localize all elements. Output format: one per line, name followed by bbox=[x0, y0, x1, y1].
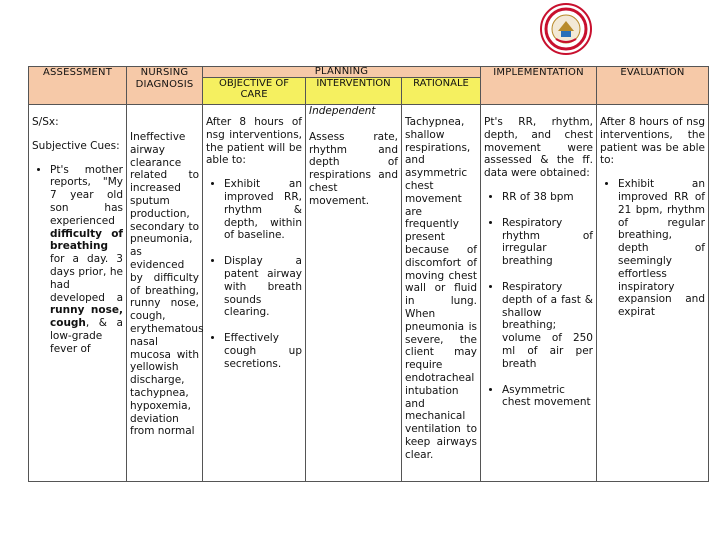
evaluation-item: • Exhibit an improved RR of 21 bpm, rhythm of regular breathing, depth of seemingly effortless inspiratory expansion and expirat bbox=[618, 178, 705, 319]
implementation-item: • Asymmetric chest movement bbox=[502, 384, 593, 410]
intervention-cell bbox=[306, 105, 402, 482]
nursing-diagnosis-text: Ineffective airway clearance related to increased sputum production, secondary to pneumonia, as evidenced by difficulty of breathing, runny nose, cough, erythematous nasal mucosa with yellowish discharge, tachypnea, hypoxemia, deviation from normal bbox=[130, 131, 204, 438]
implementation-intro: Pt's RR, rhythm, depth, and chest movement were assessed & the ff. data were obtained: bbox=[484, 116, 593, 180]
intervention-text: Assess rate, rhythm and depth of respirations and chest movement. bbox=[309, 130, 398, 207]
implementation-item: • Respiratory rhythm of irregular breathing bbox=[502, 217, 593, 268]
implementation-cell bbox=[481, 105, 597, 482]
objective-item: • Exhibit an improved RR, rhythm & depth, within of baseline. bbox=[224, 178, 302, 242]
objective-cell bbox=[203, 105, 306, 482]
implementation-item: • Respiratory depth of a fast & shallow breathing; volume of 250 ml of air per breath bbox=[502, 281, 593, 371]
objective-item: • Effectively cough up secretions. bbox=[224, 332, 302, 370]
header-objective-of-care: OBJECTIVE OF CARE bbox=[203, 78, 306, 105]
evaluation-intro: After 8 hours of nsg interventions, the patient was be able to: bbox=[600, 116, 705, 167]
objective-intro: After 8 hours of nsg interventions, the patient will be able to: bbox=[206, 116, 302, 167]
implementation-item: • RR of 38 bpm bbox=[502, 191, 593, 204]
institution-seal-logo bbox=[540, 3, 592, 55]
assessment-cell bbox=[29, 105, 127, 482]
evaluation-cell bbox=[597, 105, 709, 482]
rationale-text: Tachypnea, shallow respirations, and asymmetric chest movement are frequently present because of discomfort of moving chest wall or fluid in lung. When pneumonia is severe, the client may require endotracheal intubation and mechanical ventilation to keep airways clear. bbox=[405, 116, 477, 461]
assessment-bullet: • Pt's mother reports, "My 7 year old son has experienced difficulty of breathing for a day. 3 days prior, he had developed a runny nose, cough, & a low-grade fever of bbox=[50, 164, 123, 356]
assessment-subjective-cues: Subjective Cues: bbox=[32, 139, 120, 152]
header-implementation: IMPLEMENTATION bbox=[481, 67, 597, 105]
assessment-ssx: S/Sx: bbox=[32, 116, 59, 128]
header-planning: PLANNING bbox=[203, 67, 481, 78]
objective-item: • Display a patent airway with breath sounds clearing. bbox=[224, 255, 302, 319]
intervention-label: Independent bbox=[309, 105, 376, 117]
header-rationale: RATIONALE bbox=[402, 78, 481, 105]
nursing-care-plan-table bbox=[28, 66, 709, 482]
nursing-diagnosis-cell bbox=[127, 105, 203, 482]
header-assessment: ASSESSMENT bbox=[29, 67, 127, 105]
rationale-cell bbox=[402, 105, 481, 482]
header-evaluation: EVALUATION bbox=[597, 67, 709, 105]
header-nursing-diagnosis: NURSING DIAGNOSIS bbox=[127, 67, 203, 105]
header-intervention: INTERVENTION bbox=[306, 78, 402, 105]
